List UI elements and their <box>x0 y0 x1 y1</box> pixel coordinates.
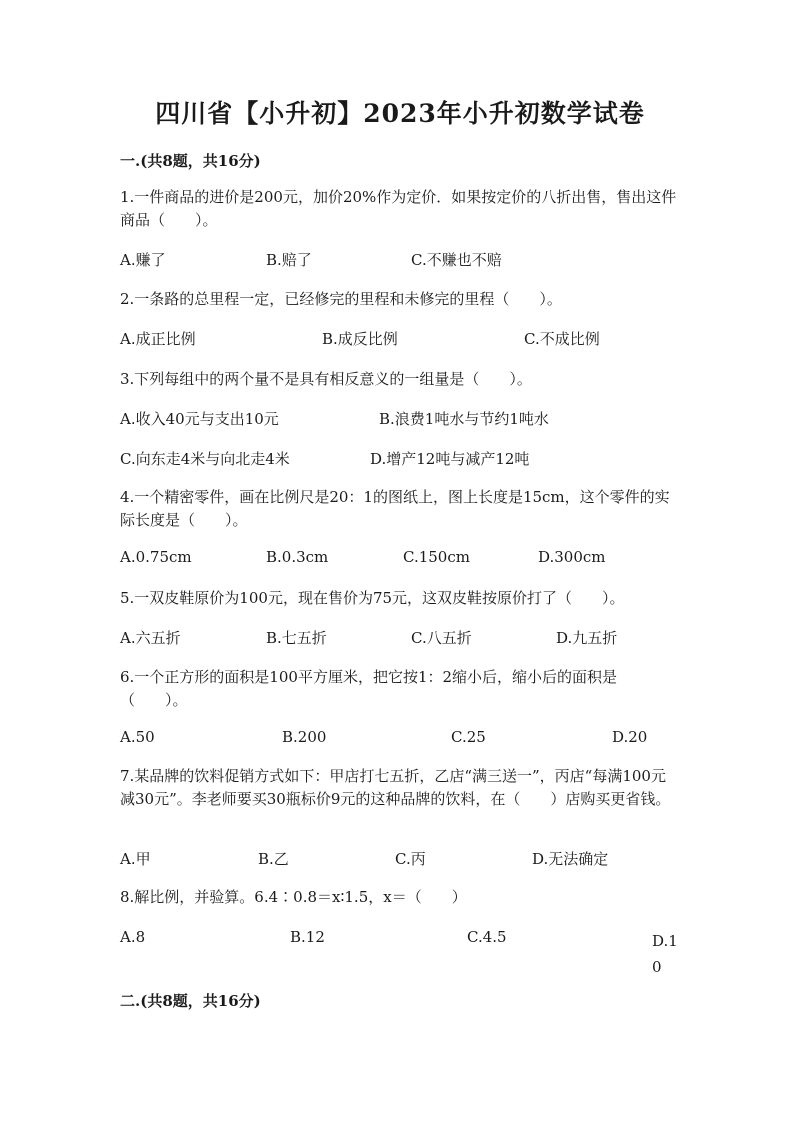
question-1-option-a: A.赚了 <box>120 251 166 269</box>
question-1-option-b: B.赔了 <box>266 251 312 269</box>
question-6-stem: 6.一个正方形的面积是100平方厘米，把它按1：2缩小后，缩小后的面积是（ ）。 <box>120 668 618 709</box>
question-2-option-b: B.成反比例 <box>322 330 398 348</box>
question-5-option-a: A.六五折 <box>120 629 181 647</box>
question-6-option-d: D.20 <box>612 728 648 746</box>
question-8-stem: 8.解比例，并验算。6.4∶0.8＝x∶1.5，x＝（ ） <box>120 888 467 906</box>
question-4-option-d: D.300cm <box>538 548 606 566</box>
section-heading-2: 二.(共8题，共16分) <box>120 992 261 1010</box>
question-3-option-a: A.收入40元与支出10元 <box>120 410 279 428</box>
question-2-option-c: C.不成比例 <box>524 330 600 348</box>
question-4-stem: 4.一个精密零件，画在比例尺是20：1的图纸上，图上长度是15cm，这个零件的实际长度是（ ）。 <box>120 488 670 529</box>
question-7-option-d: D.无法确定 <box>532 850 609 868</box>
exam-title: 四川省【小升初】2023年小升初数学试卷 <box>155 99 645 128</box>
question-6-option-a: A.50 <box>120 728 155 746</box>
question-3-option-c: C.向东走4米与向北走4米 <box>120 450 290 468</box>
question-4-option-a: A.0.75cm <box>120 548 192 566</box>
question-7-option-b: B.乙 <box>258 850 289 868</box>
question-1-option-c: C.不赚也不赔 <box>411 251 502 269</box>
question-7-option-c: C.丙 <box>395 850 426 868</box>
question-5-option-b: B.七五折 <box>266 629 327 647</box>
question-2-option-a: A.成正比例 <box>120 330 196 348</box>
question-3-option-b: B.浪费1吨水与节约1吨水 <box>379 410 549 428</box>
question-6-option-b: B.200 <box>282 728 327 746</box>
question-8-option-c: C.4.5 <box>467 928 507 946</box>
question-3-option-d: D.增产12吨与减产12吨 <box>370 450 530 468</box>
question-8-option-a: A.8 <box>120 928 146 946</box>
question-7-stem: 7.某品牌的饮料促销方式如下：甲店打七五折，乙店“满三送一”，丙店“每满100元减30元”。李老师要买30瓶标价9元的这种品牌的饮料，在（ ）店购买更省钱。 <box>120 767 671 808</box>
question-4-option-c: C.150cm <box>403 548 470 566</box>
question-2-stem: 2.一条路的总里程一定，已经修完的里程和未修完的里程（ ）。 <box>120 290 562 308</box>
question-8-option-d: D.10 <box>652 932 678 976</box>
question-4-option-b: B.0.3cm <box>266 548 329 566</box>
question-3-stem: 3.下列每组中的两个量不是具有相反意义的一组量是（ ）。 <box>120 370 532 388</box>
question-1-stem: 1.一件商品的进价是200元，加价20%作为定价．如果按定价的八折出售，售出这件商品（ ）。 <box>120 188 677 229</box>
question-5-option-d: D.九五折 <box>556 629 618 647</box>
question-8-option-b: B.12 <box>290 928 325 946</box>
question-6-option-c: C.25 <box>451 728 486 746</box>
section-heading-1: 一.(共8题，共16分) <box>120 152 261 170</box>
question-7-option-a: A.甲 <box>120 850 151 868</box>
question-5-option-c: C.八五折 <box>411 629 472 647</box>
question-5-stem: 5.一双皮鞋原价为100元，现在售价为75元，这双皮鞋按原价打了（ ）。 <box>120 589 625 607</box>
